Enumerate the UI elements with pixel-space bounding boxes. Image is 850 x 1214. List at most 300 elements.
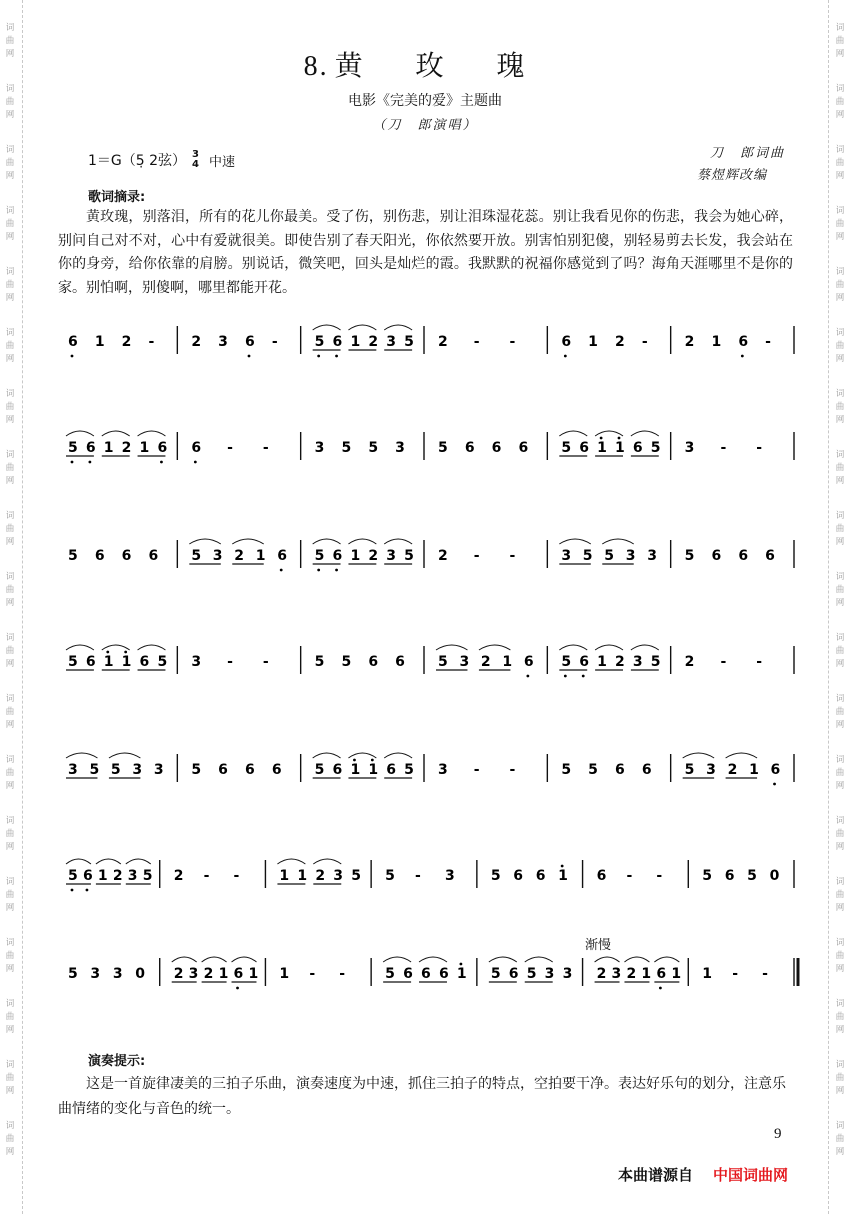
score-note: 6 bbox=[513, 868, 524, 884]
dash-extender: - bbox=[309, 966, 316, 982]
score-note: 3 bbox=[314, 440, 325, 456]
watermark-group bbox=[836, 815, 845, 854]
watermark-char: 曲 bbox=[5, 1134, 15, 1144]
score-note: 2 bbox=[480, 654, 491, 670]
score-note: 2 bbox=[615, 654, 625, 670]
score-note: 5 bbox=[747, 868, 757, 884]
slur-arc bbox=[109, 753, 140, 758]
watermark-char: 曲 bbox=[5, 829, 15, 839]
slur-arc bbox=[96, 859, 121, 864]
score-note: 6 bbox=[271, 762, 282, 778]
score-note: 1 bbox=[711, 334, 722, 350]
score-note: 6 bbox=[765, 548, 775, 564]
time-signature bbox=[192, 150, 199, 170]
watermark-group bbox=[836, 876, 845, 915]
watermark-char: 网 bbox=[5, 49, 15, 59]
score-note: 6 bbox=[157, 440, 168, 456]
score-note: 5 bbox=[490, 868, 501, 884]
watermark-char: 曲 bbox=[5, 1012, 15, 1022]
dash-extender: - bbox=[271, 334, 278, 350]
watermark-char: 网 bbox=[5, 537, 15, 547]
dash-extender: - bbox=[203, 868, 210, 884]
slur-arc bbox=[559, 539, 590, 544]
slur-arc bbox=[631, 645, 659, 650]
score-note: 1 bbox=[103, 654, 114, 670]
watermark-char: 词 bbox=[5, 999, 15, 1009]
slur-arc bbox=[172, 957, 197, 962]
score-note: 5 bbox=[438, 654, 448, 670]
lyrics-text: 黄玫瑰，别落泪，所有的花儿你最美。受了伤，别伤悲，别让泪珠湿花蕊。别让我看见你的伤悲，我会为她心碎，别问自己对不对，心中有爱就很美。即使告别了春天阳光，你依然要开放。别害怕别犯傻，别轻易剪去长发，我会站在你的身旁，给你依靠的肩膀。别说话，微笑吧，回头是灿烂的霞。我默默的祝福你感觉到了吗？海角天涯哪里不是你的家。别怕啊，别傻啊，哪里都能开花。 bbox=[58, 209, 793, 296]
watermark-char: 曲 bbox=[5, 951, 15, 961]
watermark-char: 词 bbox=[5, 694, 15, 704]
low-octave-dot bbox=[335, 569, 338, 572]
arranger-credit: 蔡煜辉改编 bbox=[697, 168, 768, 183]
dash-extender: - bbox=[227, 654, 233, 670]
score-note: 2 bbox=[626, 966, 637, 982]
score-note: 5 bbox=[368, 440, 379, 456]
watermark-char: 网 bbox=[835, 49, 845, 59]
watermark-char: 词 bbox=[5, 84, 15, 94]
watermark-group bbox=[836, 510, 845, 549]
score-note: 5 bbox=[191, 762, 202, 778]
composer-credit: 刀 郎词曲 bbox=[710, 146, 786, 161]
watermark-char: 词 bbox=[5, 206, 15, 216]
score-note: 1 bbox=[502, 654, 513, 670]
watermark-char: 网 bbox=[5, 476, 15, 486]
score-note: 2 bbox=[684, 334, 695, 350]
watermark-char: 词 bbox=[835, 694, 845, 704]
watermark-char: 曲 bbox=[835, 707, 845, 717]
score-note: 3 bbox=[333, 868, 344, 884]
score-system bbox=[58, 642, 798, 682]
score-note: 3 bbox=[444, 868, 455, 884]
watermark-char: 曲 bbox=[835, 402, 845, 412]
score-note: 3 bbox=[132, 762, 143, 778]
slur-arc bbox=[602, 539, 633, 544]
watermark-char: 曲 bbox=[835, 1073, 845, 1083]
score-note: 1 bbox=[350, 334, 361, 350]
watermark-char: 网 bbox=[835, 293, 845, 303]
slur-arc bbox=[489, 957, 517, 962]
score-note: 6 bbox=[438, 966, 449, 982]
watermark-char: 曲 bbox=[5, 890, 15, 900]
watermark-char: 网 bbox=[5, 232, 15, 242]
score-note: 3 bbox=[191, 654, 202, 670]
watermark-char: 词 bbox=[835, 23, 845, 33]
score-note: 3 bbox=[112, 966, 123, 982]
watermark-char: 曲 bbox=[5, 219, 15, 229]
score-note: 5 bbox=[68, 654, 78, 670]
score-note: 3 bbox=[544, 966, 555, 982]
score-note: 2 bbox=[173, 868, 184, 884]
high-octave-dot bbox=[460, 963, 463, 966]
score-note: 6 bbox=[641, 762, 652, 778]
watermark-char: 网 bbox=[5, 1086, 15, 1096]
low-octave-dot bbox=[564, 675, 567, 678]
watermark-group bbox=[6, 327, 15, 366]
song-title bbox=[0, 44, 850, 84]
score-note: 5 bbox=[68, 868, 78, 884]
score-note: 5 bbox=[314, 762, 325, 778]
score-note: 6 bbox=[233, 966, 244, 982]
watermark-char: 曲 bbox=[835, 97, 845, 107]
watermark-group bbox=[6, 571, 15, 610]
score-system bbox=[58, 536, 798, 576]
watermark-char: 网 bbox=[835, 903, 845, 913]
score-note: 2 bbox=[112, 868, 123, 884]
score-note: 5 bbox=[650, 654, 661, 670]
watermark-char: 词 bbox=[835, 84, 845, 94]
score-note: 5 bbox=[490, 966, 501, 982]
score-note: 6 bbox=[579, 440, 589, 456]
score-note: 6 bbox=[218, 762, 228, 778]
score-note: 6 bbox=[94, 548, 105, 564]
slur-arc bbox=[138, 431, 166, 436]
low-octave-dot bbox=[71, 889, 74, 892]
watermark-char: 词 bbox=[835, 267, 845, 277]
dash-extender: - bbox=[720, 654, 727, 670]
low-octave-dot bbox=[248, 355, 251, 358]
high-octave-dot bbox=[600, 437, 603, 440]
high-octave-dot bbox=[371, 759, 374, 762]
score-note: 6 bbox=[579, 654, 589, 670]
watermark-char: 词 bbox=[5, 23, 15, 33]
watermark-char: 曲 bbox=[835, 1134, 845, 1144]
score-note: 5 bbox=[68, 440, 78, 456]
score-note: 6 bbox=[386, 762, 396, 778]
slur-arc bbox=[624, 957, 649, 962]
score-note: 5 bbox=[341, 654, 352, 670]
slur-arc bbox=[313, 325, 341, 330]
score-note: 5 bbox=[604, 548, 615, 564]
watermark-group bbox=[836, 998, 845, 1037]
low-octave-dot bbox=[526, 675, 529, 678]
slur-arc bbox=[595, 957, 620, 962]
watermark-char: 网 bbox=[5, 354, 15, 364]
watermark-char: 曲 bbox=[835, 646, 845, 656]
watermark-char: 词 bbox=[5, 389, 15, 399]
score-system-svg bbox=[58, 536, 798, 576]
slur-arc bbox=[479, 645, 510, 650]
watermark-char: 曲 bbox=[5, 768, 15, 778]
score-note: 2 bbox=[596, 966, 607, 982]
slur-arc bbox=[102, 645, 130, 650]
watermark-group bbox=[6, 693, 15, 732]
watermark-char: 词 bbox=[835, 450, 845, 460]
source-brand: 中国词曲网 bbox=[713, 1166, 789, 1184]
watermark-char: 网 bbox=[835, 1086, 845, 1096]
score-note: 3 bbox=[459, 654, 470, 670]
song-name: 黄 玫 瑰 bbox=[334, 49, 547, 82]
score-note: 6 bbox=[68, 334, 78, 350]
score-note: 5 bbox=[68, 966, 78, 982]
slur-arc bbox=[384, 325, 412, 330]
score-note: 5 bbox=[582, 548, 593, 564]
low-octave-dot bbox=[88, 461, 91, 464]
score-note: 6 bbox=[332, 334, 343, 350]
dash-extender: - bbox=[762, 966, 768, 982]
slur-arc bbox=[348, 753, 376, 758]
score-note: 6 bbox=[656, 966, 667, 982]
left-watermark-strip bbox=[0, 0, 20, 1214]
watermark-char: 词 bbox=[5, 450, 15, 460]
slur-arc bbox=[348, 325, 376, 330]
watermark-group bbox=[6, 1059, 15, 1098]
watermark-group bbox=[836, 449, 845, 488]
slur-arc bbox=[383, 957, 411, 962]
watermark-char: 词 bbox=[835, 816, 845, 826]
score-note: 6 bbox=[403, 966, 413, 982]
score-note: 1 bbox=[103, 440, 114, 456]
watermark-char: 词 bbox=[835, 328, 845, 338]
watermark-char: 曲 bbox=[5, 463, 15, 473]
slur-arc bbox=[66, 645, 94, 650]
score-note: 1 bbox=[588, 334, 598, 350]
score-note: 3 bbox=[68, 762, 78, 778]
score-note: 5 bbox=[385, 966, 395, 982]
score-note: 3 bbox=[153, 762, 164, 778]
watermark-group bbox=[6, 510, 15, 549]
right-dashed-rule bbox=[828, 0, 829, 1214]
score-system bbox=[58, 856, 798, 896]
watermark-group bbox=[836, 632, 845, 671]
watermark-char: 曲 bbox=[835, 463, 845, 473]
watermark-char: 网 bbox=[5, 781, 15, 791]
score-note: 6 bbox=[491, 440, 502, 456]
score-note: 6 bbox=[139, 654, 150, 670]
source-prefix: 本曲谱源自 bbox=[618, 1166, 694, 1184]
low-octave-dot bbox=[317, 569, 320, 572]
watermark-char: 词 bbox=[5, 572, 15, 582]
watermark-char: 词 bbox=[835, 999, 845, 1009]
watermark-group bbox=[836, 571, 845, 610]
slur-arc bbox=[66, 859, 91, 864]
watermark-char: 网 bbox=[835, 171, 845, 181]
score-note: 1 bbox=[749, 762, 759, 778]
score-note: 1 bbox=[702, 966, 713, 982]
watermark-group bbox=[6, 449, 15, 488]
score-system-svg bbox=[58, 954, 798, 994]
slur-arc bbox=[525, 957, 553, 962]
score-note: 1 bbox=[121, 654, 132, 670]
low-octave-dot bbox=[280, 569, 283, 572]
watermark-char: 网 bbox=[5, 903, 15, 913]
tempo-marking: 中速 bbox=[209, 154, 236, 170]
watermark-char: 词 bbox=[835, 511, 845, 521]
score-note: 2 bbox=[234, 548, 245, 564]
dash-extender: - bbox=[756, 654, 763, 670]
low-octave-dot bbox=[582, 675, 585, 678]
score-note: 6 bbox=[561, 334, 572, 350]
low-octave-dot bbox=[317, 355, 320, 358]
watermark-char: 曲 bbox=[835, 890, 845, 900]
score-note: 0 bbox=[135, 966, 146, 982]
score-note: 6 bbox=[332, 762, 343, 778]
score-note: 2 bbox=[684, 654, 695, 670]
watermark-char: 网 bbox=[5, 110, 15, 120]
score-note: 6 bbox=[770, 762, 781, 778]
watermark-group bbox=[6, 205, 15, 244]
score-note: 5 bbox=[314, 654, 325, 670]
score-note: 6 bbox=[596, 868, 607, 884]
score-note: 5 bbox=[89, 762, 100, 778]
dash-extender: - bbox=[732, 966, 739, 982]
score-note: 6 bbox=[421, 966, 431, 982]
score-note: 6 bbox=[395, 654, 405, 670]
score-note: 5 bbox=[191, 548, 202, 564]
score-note: 3 bbox=[438, 762, 448, 778]
slur-arc bbox=[384, 539, 412, 544]
score-note: 5 bbox=[314, 334, 325, 350]
low-octave-dot bbox=[564, 355, 567, 358]
score-note: 3 bbox=[395, 440, 405, 456]
dash-extender: - bbox=[509, 548, 516, 564]
score-note: 1 bbox=[139, 440, 150, 456]
low-octave-dot bbox=[71, 355, 74, 358]
watermark-char: 曲 bbox=[835, 829, 845, 839]
score-note: 3 bbox=[706, 762, 716, 778]
slur-arc bbox=[313, 539, 341, 544]
watermark-char: 网 bbox=[835, 842, 845, 852]
score-note: 3 bbox=[386, 548, 396, 564]
dash-extender: - bbox=[509, 334, 516, 350]
score-note: 1 bbox=[97, 868, 108, 884]
slur-arc bbox=[66, 753, 97, 758]
low-octave-dot bbox=[86, 889, 89, 892]
score-note: 5 bbox=[351, 868, 361, 884]
score-note: 6 bbox=[368, 654, 379, 670]
watermark-char: 网 bbox=[835, 354, 845, 364]
watermark-group bbox=[836, 388, 845, 427]
slur-arc bbox=[66, 431, 94, 436]
score-note: 3 bbox=[561, 548, 572, 564]
slur-arc bbox=[232, 957, 257, 962]
watermark-char: 曲 bbox=[5, 280, 15, 290]
watermark-group bbox=[836, 266, 845, 305]
watermark-char: 网 bbox=[835, 1147, 845, 1157]
watermark-group bbox=[836, 754, 845, 793]
dash-extender: - bbox=[262, 440, 269, 456]
score-note: 6 bbox=[711, 548, 722, 564]
slur-arc bbox=[138, 645, 166, 650]
watermark-char: 网 bbox=[5, 598, 15, 608]
slur-arc bbox=[631, 431, 659, 436]
score-note: 3 bbox=[625, 548, 636, 564]
score-note: 1 bbox=[597, 654, 607, 670]
score-note: 5 bbox=[684, 548, 695, 564]
lyrics-heading: 歌词摘录: bbox=[88, 190, 146, 205]
watermark-group bbox=[6, 937, 15, 976]
watermark-char: 曲 bbox=[5, 36, 15, 46]
dash-extender: - bbox=[262, 654, 269, 670]
score-system-svg bbox=[58, 856, 798, 896]
score-note: 6 bbox=[332, 548, 343, 564]
watermark-char: 词 bbox=[5, 145, 15, 155]
time-numerator: 3 bbox=[192, 149, 199, 160]
score-note: 6 bbox=[85, 440, 96, 456]
score-note: 1 bbox=[279, 868, 290, 884]
slur-arc bbox=[348, 539, 376, 544]
score-note: 2 bbox=[615, 334, 625, 350]
dash-extender: - bbox=[473, 762, 480, 778]
high-octave-dot bbox=[561, 865, 564, 868]
watermark-char: 网 bbox=[835, 781, 845, 791]
score-note: 1 bbox=[94, 334, 105, 350]
score-note: 6 bbox=[535, 868, 546, 884]
score-note: 3 bbox=[127, 868, 138, 884]
score-note: 5 bbox=[385, 868, 395, 884]
watermark-char: 词 bbox=[835, 938, 845, 948]
slur-arc bbox=[559, 431, 587, 436]
page-number: 9 bbox=[774, 1126, 782, 1142]
dash-extender: - bbox=[765, 334, 771, 350]
watermark-char: 词 bbox=[5, 877, 15, 887]
score-note: 5 bbox=[526, 966, 537, 982]
score-note: 6 bbox=[121, 548, 132, 564]
watermark-char: 词 bbox=[835, 572, 845, 582]
score-note: 6 bbox=[82, 868, 93, 884]
score-note: 6 bbox=[508, 966, 519, 982]
key-text: 1＝G（5̣ 2弦） bbox=[88, 153, 187, 169]
dash-extender: - bbox=[233, 868, 240, 884]
watermark-group bbox=[836, 144, 845, 183]
watermark-char: 词 bbox=[5, 633, 15, 643]
low-octave-dot bbox=[71, 461, 74, 464]
score-note: 3 bbox=[218, 334, 228, 350]
watermark-char: 词 bbox=[835, 1060, 845, 1070]
score-note: 6 bbox=[615, 762, 625, 778]
low-octave-dot bbox=[160, 461, 163, 464]
score-note: 6 bbox=[632, 440, 643, 456]
slur-arc bbox=[436, 645, 467, 650]
slur-arc bbox=[595, 645, 623, 650]
watermark-char: 曲 bbox=[835, 524, 845, 534]
watermark-group bbox=[6, 388, 15, 427]
score-note: 3 bbox=[212, 548, 223, 564]
performance-tips-heading: 演奏提示: bbox=[88, 1054, 146, 1069]
dash-extender: - bbox=[473, 548, 480, 564]
watermark-char: 曲 bbox=[5, 97, 15, 107]
song-number: 8. bbox=[303, 51, 329, 82]
score-system bbox=[58, 954, 798, 994]
score-note: 6 bbox=[523, 654, 534, 670]
low-octave-dot bbox=[236, 987, 239, 990]
score-note: 3 bbox=[647, 548, 657, 564]
score-note: 5 bbox=[341, 440, 352, 456]
score-note: 5 bbox=[561, 654, 572, 670]
score-note: 5 bbox=[702, 868, 713, 884]
watermark-group bbox=[6, 754, 15, 793]
score-note: 2 bbox=[368, 334, 379, 350]
score-note: 0 bbox=[769, 868, 780, 884]
watermark-char: 网 bbox=[835, 720, 845, 730]
watermark-char: 词 bbox=[835, 145, 845, 155]
score-note: 5 bbox=[404, 548, 414, 564]
watermark-char: 曲 bbox=[835, 158, 845, 168]
low-octave-dot bbox=[194, 461, 197, 464]
dash-extender: - bbox=[473, 334, 480, 350]
score-note: 6 bbox=[245, 762, 255, 778]
watermark-char: 网 bbox=[835, 1025, 845, 1035]
low-octave-dot bbox=[659, 987, 662, 990]
watermark-group bbox=[836, 327, 845, 366]
dash-extender: - bbox=[339, 966, 346, 982]
watermark-char: 曲 bbox=[835, 36, 845, 46]
watermark-char: 网 bbox=[835, 964, 845, 974]
watermark-char: 网 bbox=[835, 110, 845, 120]
score-note: 3 bbox=[90, 966, 101, 982]
watermark-group bbox=[6, 266, 15, 305]
